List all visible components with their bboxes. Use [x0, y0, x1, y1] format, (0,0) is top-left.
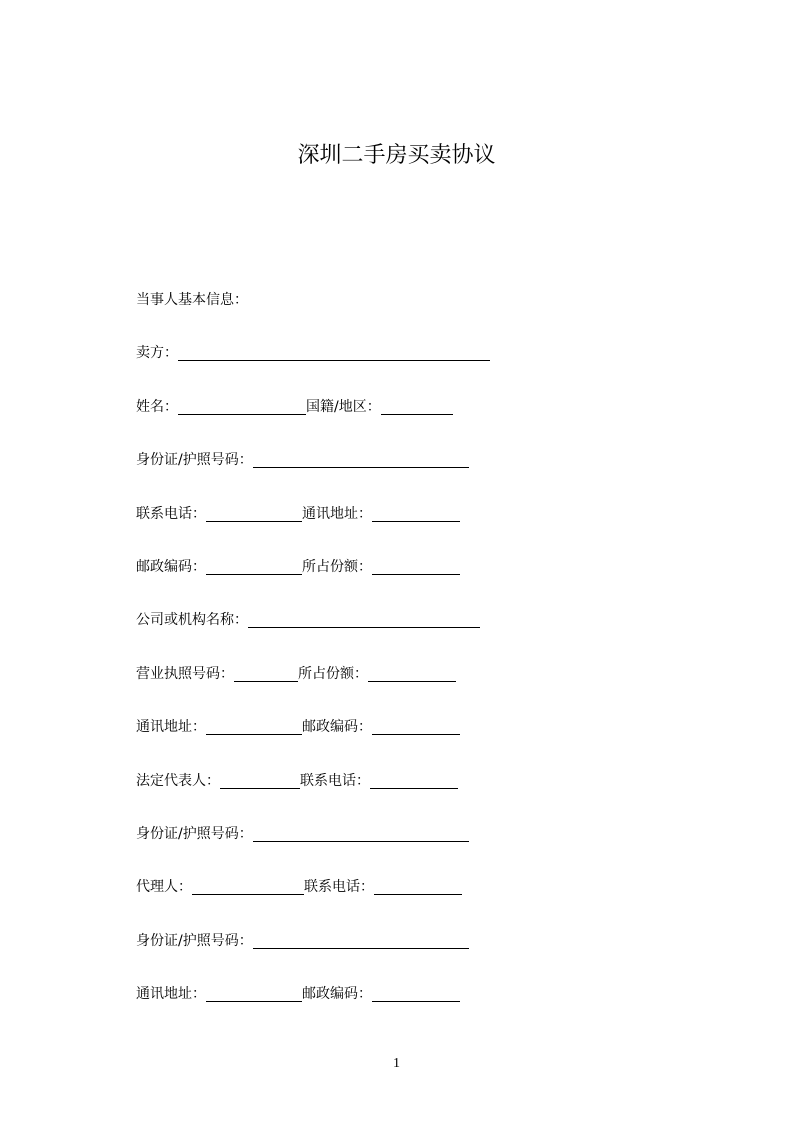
legal-rep-phone-label: 联系电话： [300, 772, 370, 789]
company-postcode-label: 邮政编码： [302, 719, 372, 736]
id-passport-blank[interactable] [253, 466, 469, 468]
agent-phone-label: 联系电话： [304, 879, 374, 896]
page-number: 1 [393, 1056, 400, 1071]
party-info-heading: 当事人基本信息： [136, 292, 248, 308]
seller-line [136, 339, 656, 392]
agent-label: 代理人： [136, 879, 192, 896]
company-address-postcode-line [136, 713, 656, 766]
legal-rep-id-label: 身份证/护照号码： [136, 825, 253, 842]
seller-blank[interactable] [178, 359, 490, 361]
agent-line [136, 873, 656, 926]
company-share-blank[interactable] [368, 680, 456, 682]
postcode-label: 邮政编码： [136, 558, 206, 575]
agent-phone-blank[interactable] [374, 893, 462, 895]
agent-address-blank[interactable] [206, 1000, 302, 1002]
legal-rep-label: 法定代表人： [136, 772, 220, 789]
legal-rep-id-line [136, 820, 656, 873]
company-name-label: 公司或机构名称： [136, 612, 248, 629]
phone-label: 联系电话： [136, 505, 206, 522]
postcode-share-line [136, 553, 656, 606]
agent-id-blank[interactable] [253, 947, 469, 949]
id-passport-label: 身份证/护照号码： [136, 452, 253, 469]
nationality-label: 国籍/地区： [306, 398, 381, 415]
agent-postcode-blank[interactable] [372, 1000, 460, 1002]
name-nationality-line [136, 393, 656, 446]
legal-rep-id-blank[interactable] [253, 840, 469, 842]
share-label: 所占份额： [302, 558, 372, 575]
legal-rep-blank[interactable] [220, 787, 300, 789]
address-blank[interactable] [372, 520, 460, 522]
phone-address-line [136, 500, 656, 553]
company-address-label: 通讯地址： [136, 719, 206, 736]
agent-blank[interactable] [192, 893, 304, 895]
agent-address-postcode-line [136, 980, 656, 1033]
address-label: 通讯地址： [302, 505, 372, 522]
seller-label: 卖方： [136, 345, 178, 362]
document-title: 深圳二手房买卖协议 [297, 143, 496, 168]
agent-address-label: 通讯地址： [136, 986, 206, 1003]
company-share-label: 所占份额： [298, 665, 368, 682]
phone-blank[interactable] [206, 520, 302, 522]
name-blank[interactable] [178, 413, 306, 415]
share-blank[interactable] [372, 573, 460, 575]
party-info-heading-line [136, 286, 656, 339]
legal-rep-line [136, 767, 656, 820]
license-label: 营业执照号码： [136, 665, 234, 682]
name-label: 姓名： [136, 398, 178, 415]
party-info-section [136, 286, 656, 1033]
agent-postcode-label: 邮政编码： [302, 986, 372, 1003]
company-name-line [136, 606, 656, 659]
agent-id-line [136, 927, 656, 980]
agent-id-label: 身份证/护照号码： [136, 932, 253, 949]
license-share-line [136, 660, 656, 713]
company-address-blank[interactable] [206, 733, 302, 735]
id-passport-line [136, 446, 656, 499]
nationality-blank[interactable] [381, 413, 453, 415]
company-name-blank[interactable] [248, 626, 480, 628]
postcode-blank[interactable] [206, 573, 302, 575]
legal-rep-phone-blank[interactable] [370, 787, 458, 789]
company-postcode-blank[interactable] [372, 733, 460, 735]
license-blank[interactable] [234, 680, 298, 682]
